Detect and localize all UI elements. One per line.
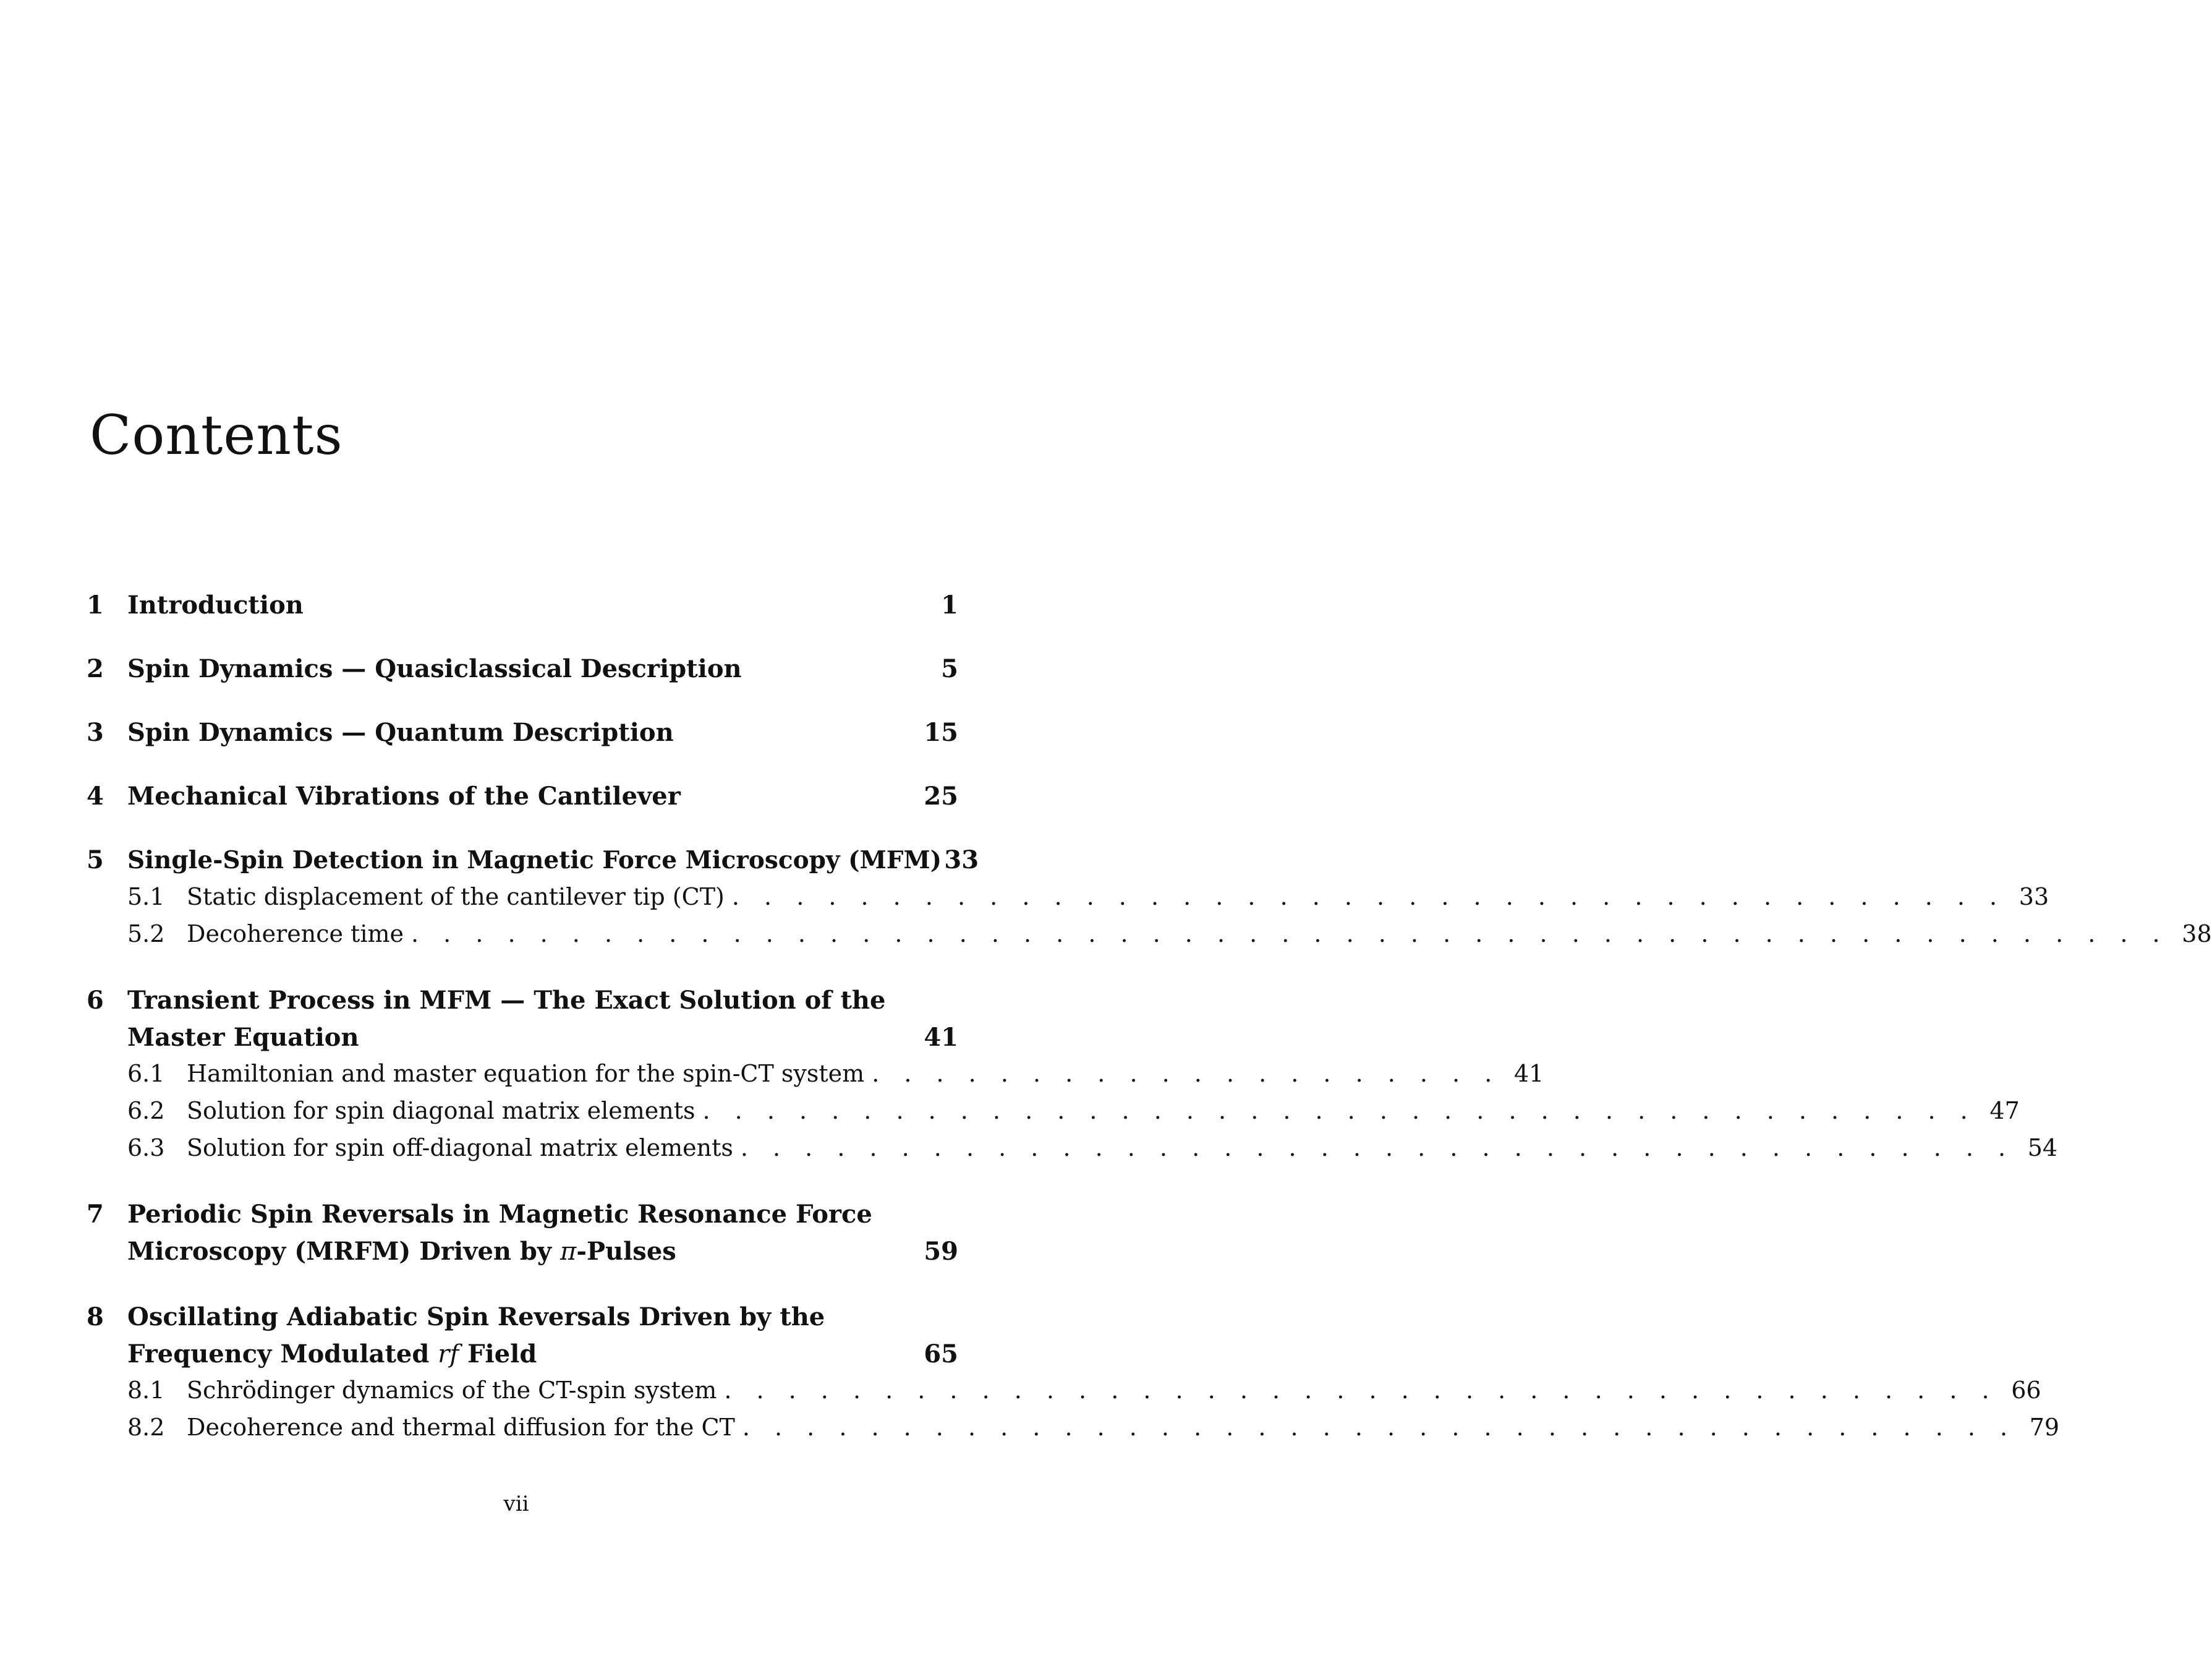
rf-symbol: rf [438,1340,459,1369]
chapter-title: Spin Dynamics — Quasiclassical Description [127,654,742,683]
chapter-title-line1: Transient Process in MFM — The Exact Solution of the [127,986,886,1015]
section-page: 33 [2018,883,2049,910]
section-number: 5.1 [127,883,165,910]
chapter-page: 5 [941,654,958,683]
dot-leader: . . . . . . . . . . . . . . . . . . . . . . . . . . . . . . . . . . . . . . . . . . . . . . . . . . . . . . . [411,920,2169,947]
chapter-title: Mechanical Vibrations of the Cantilever [127,782,681,811]
chapter-title-line2-post: Field [459,1339,537,1369]
toc-chapter-3[interactable] [87,718,958,747]
chapter-number: 4 [87,782,104,811]
pi-symbol: π [560,1237,577,1266]
chapter-page: 65 [924,1339,958,1369]
toc-chapter-2[interactable] [87,654,958,683]
toc-chapter-1[interactable] [87,591,958,620]
chapter-title-line1: Periodic Spin Reversals in Magnetic Resonance Force [127,1200,872,1229]
chapter-number: 6 [87,986,104,1015]
toc-chapter-8[interactable] [87,1302,958,1331]
toc-chapter-6-line2[interactable] [127,1023,958,1052]
toc-section-6-2[interactable] [127,1097,2020,1124]
section-title: Solution for spin diagonal matrix elements [187,1097,696,1124]
chapter-page: 25 [924,782,958,811]
chapter-page: 59 [924,1237,958,1266]
toc-chapter-6[interactable] [87,986,958,1015]
section-title: Solution for spin off-diagonal matrix elements [187,1134,733,1161]
chapter-title-line2 [127,1237,921,1266]
chapter-page: 33 [944,845,979,874]
toc-chapter-4[interactable] [87,782,958,811]
section-number: 5.2 [127,920,165,947]
section-title: Decoherence and thermal diffusion for the CT [187,1414,735,1441]
dot-leader: . . . . . . . . . . . . . . . . . . . . . . . . . . . . . . . . . . . . . . . . [724,1377,1998,1404]
chapter-title-line1: Oscillating Adiabatic Spin Reversals Driven by the [127,1302,825,1331]
page-number: vii [503,1492,529,1516]
section-number: 8.1 [127,1377,165,1404]
chapter-title-line2-pre: Frequency Modulated [127,1339,438,1369]
chapter-number: 1 [87,591,104,620]
section-number: 8.2 [127,1414,165,1441]
section-page: 47 [1989,1097,2020,1124]
chapter-title-line2-post: -Pulses [576,1237,676,1266]
dot-leader: . . . . . . . . . . . . . . . . . . . . . . . . . . . . . . . . . . . . . . . . [742,1414,2017,1441]
chapter-title-line2-pre: Microscopy (MRFM) Driven by [127,1237,561,1266]
section-title: Decoherence time [187,920,404,947]
section-number: 6.3 [127,1134,165,1161]
section-page: 66 [2011,1377,2041,1404]
chapter-page: 15 [924,718,958,747]
toc-chapter-7-line2[interactable] [127,1237,958,1266]
section-page: 54 [2027,1134,2058,1161]
toc-chapter-8-line2[interactable] [127,1339,958,1369]
section-page: 79 [2029,1414,2060,1441]
chapter-title: Single-Spin Detection in Magnetic Force Microscopy (MFM) [127,846,942,874]
chapter-title-line2: Master Equation [127,1023,359,1052]
toc-chapter-7[interactable] [87,1200,958,1229]
chapter-title: Spin Dynamics — Quantum Description [127,718,674,747]
toc-chapter-5[interactable] [87,845,979,874]
chapter-number: 2 [87,654,104,683]
chapter-title-line2 [127,1339,921,1369]
section-page: 38 [2182,920,2212,947]
toc-section-6-3[interactable] [127,1134,2058,1161]
dot-leader: . . . . . . . . . . . . . . . . . . . . . . . . . . . . . . . . . . . . . . . . [731,883,2006,910]
page-title: Contents [90,403,343,467]
chapter-page: 41 [924,1023,958,1052]
dot-leader: . . . . . . . . . . . . . . . . . . . . . . . . . . . . . . . . . . . . . . . . [702,1097,1976,1124]
chapter-number: 7 [87,1200,104,1229]
chapter-number: 8 [87,1302,104,1331]
section-title: Schrödinger dynamics of the CT-spin system [187,1377,717,1404]
toc-section-8-1[interactable] [127,1377,2041,1404]
chapter-page: 1 [941,591,958,620]
toc-section-6-1[interactable] [127,1060,1544,1087]
section-title: Hamiltonian and master equation for the spin-CT system [187,1060,865,1087]
toc-section-8-2[interactable] [127,1414,2060,1441]
toc-section-5-2[interactable] [127,920,2212,947]
section-title: Static displacement of the cantilever tip (CT) [187,883,725,910]
dot-leader: . . . . . . . . . . . . . . . . . . . . . . . . . . . . . . . . . . . . . . . . [740,1134,2015,1161]
dot-leader: . . . . . . . . . . . . . . . . . . . . [872,1060,1501,1087]
chapter-number: 3 [87,718,104,747]
chapter-title: Introduction [127,591,304,620]
section-page: 41 [1513,1060,1544,1087]
toc-section-5-1[interactable] [127,883,2049,910]
section-number: 6.1 [127,1060,165,1087]
chapter-number: 5 [87,845,104,874]
section-number: 6.2 [127,1097,165,1124]
